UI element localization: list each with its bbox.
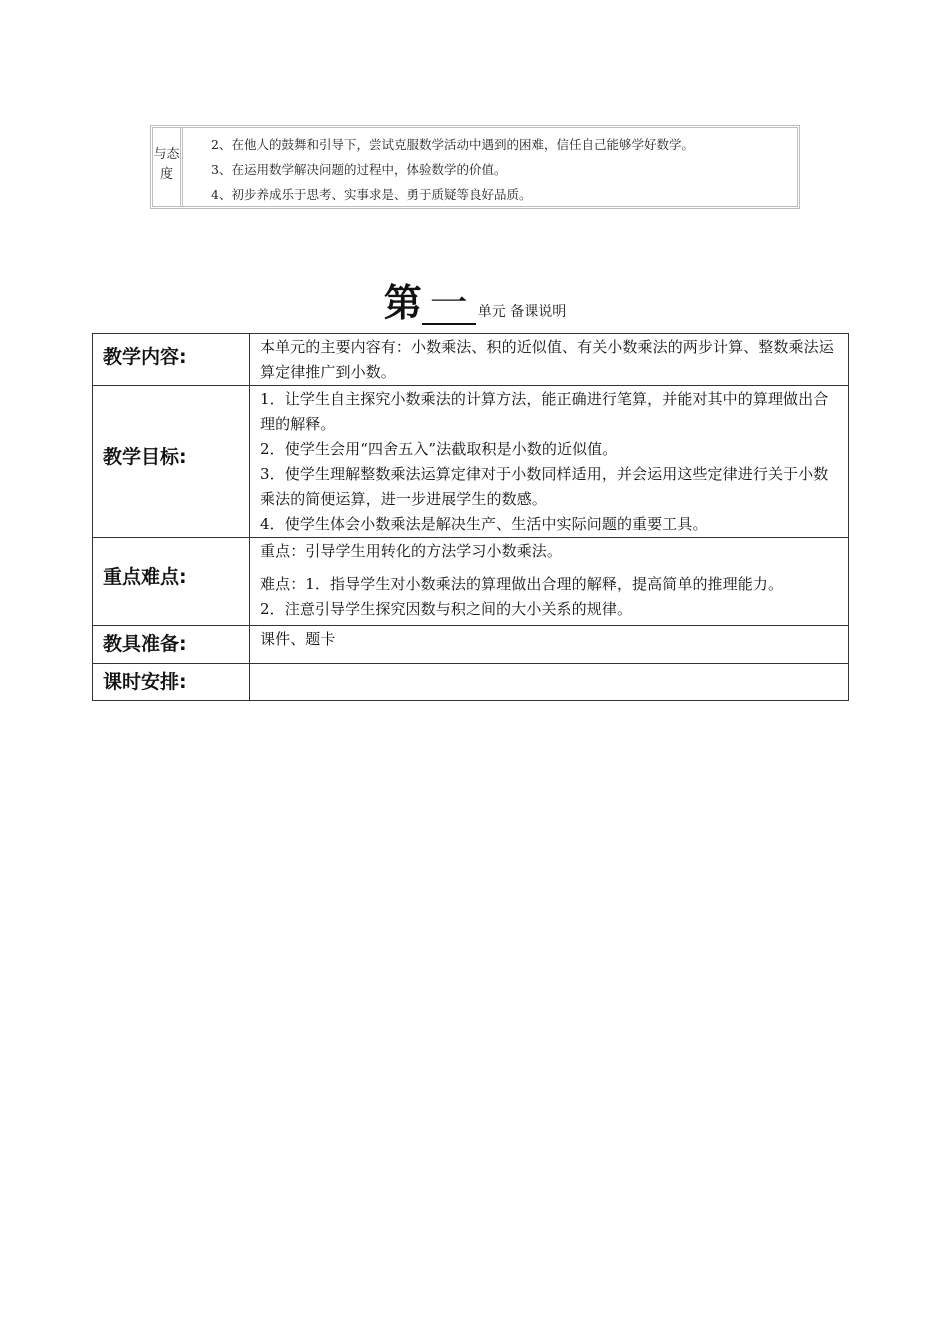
row-content [250, 538, 849, 626]
row-key-points [93, 538, 849, 626]
row-label: 课时安排: [93, 664, 250, 701]
content-line: 4．使学生体会小数乘法是解决生产、生活中实际问题的重要工具。 [260, 515, 708, 533]
content-line: 难点：1．指导学生对小数乘法的算理做出合理的解释，提高简单的推理能力。 [260, 575, 784, 593]
content-line: 3．使学生理解整数乘法运算定律对于小数同样适用，并会运用这些定律进行关于小数乘法的简便运算，进一步进展学生的数感。 [260, 465, 829, 508]
row-label: 教学目标: [93, 386, 250, 538]
unit-heading [0, 272, 950, 327]
spacer [260, 564, 842, 572]
heading-unit-number: 一 [422, 283, 476, 325]
label-line: 度 [159, 167, 173, 182]
row-teaching-aids [93, 626, 849, 664]
lesson-plan-table [92, 333, 849, 701]
row-label: 重点难点: [93, 538, 250, 626]
row-content [250, 334, 849, 386]
row-schedule [93, 664, 849, 701]
heading-prefix: 第 [383, 281, 422, 325]
row-teaching-content [93, 334, 849, 386]
content-line: 2．使学生会用“四舍五入”法截取积是小数的近似值。 [260, 440, 618, 458]
content-line: 重点：引导学生用转化的方法学习小数乘法。 [260, 542, 563, 560]
row-content [250, 664, 849, 701]
attitude-goals-list [183, 128, 797, 206]
content-line: 2．注意引导学生探究因数与积之间的大小关系的规律。 [260, 600, 633, 618]
heading-suffix: 单元 备课说明 [477, 304, 567, 320]
label-line: 与态 [153, 147, 180, 162]
goal-line: 4、初步养成乐于思考、实事求是、勇于质疑等良好品质。 [211, 187, 532, 202]
content-line: 课件、题卡 [260, 630, 336, 648]
row-label: 教具准备: [93, 626, 250, 664]
row-content [250, 386, 849, 538]
attitude-goals-label [153, 128, 183, 206]
goal-line: 2、在他人的鼓舞和引导下，尝试克服数学活动中遇到的困难，信任自己能够学好数学。 [211, 137, 694, 152]
content-line: 1．让学生自主探究小数乘法的计算方法，能正确进行笔算，并能对其中的算理做出合理的解释。 [260, 390, 829, 433]
attitude-goals-table [150, 125, 800, 209]
row-label: 教学内容: [93, 334, 250, 386]
content-line: 本单元的主要内容有：小数乘法、积的近似值、有关小数乘法的两步计算、整数乘法运算定律推广到小数。 [260, 338, 834, 381]
goal-line: 3、在运用数学解决问题的过程中，体验数学的价值。 [211, 162, 507, 177]
row-content [250, 626, 849, 664]
row-teaching-goals [93, 386, 849, 538]
